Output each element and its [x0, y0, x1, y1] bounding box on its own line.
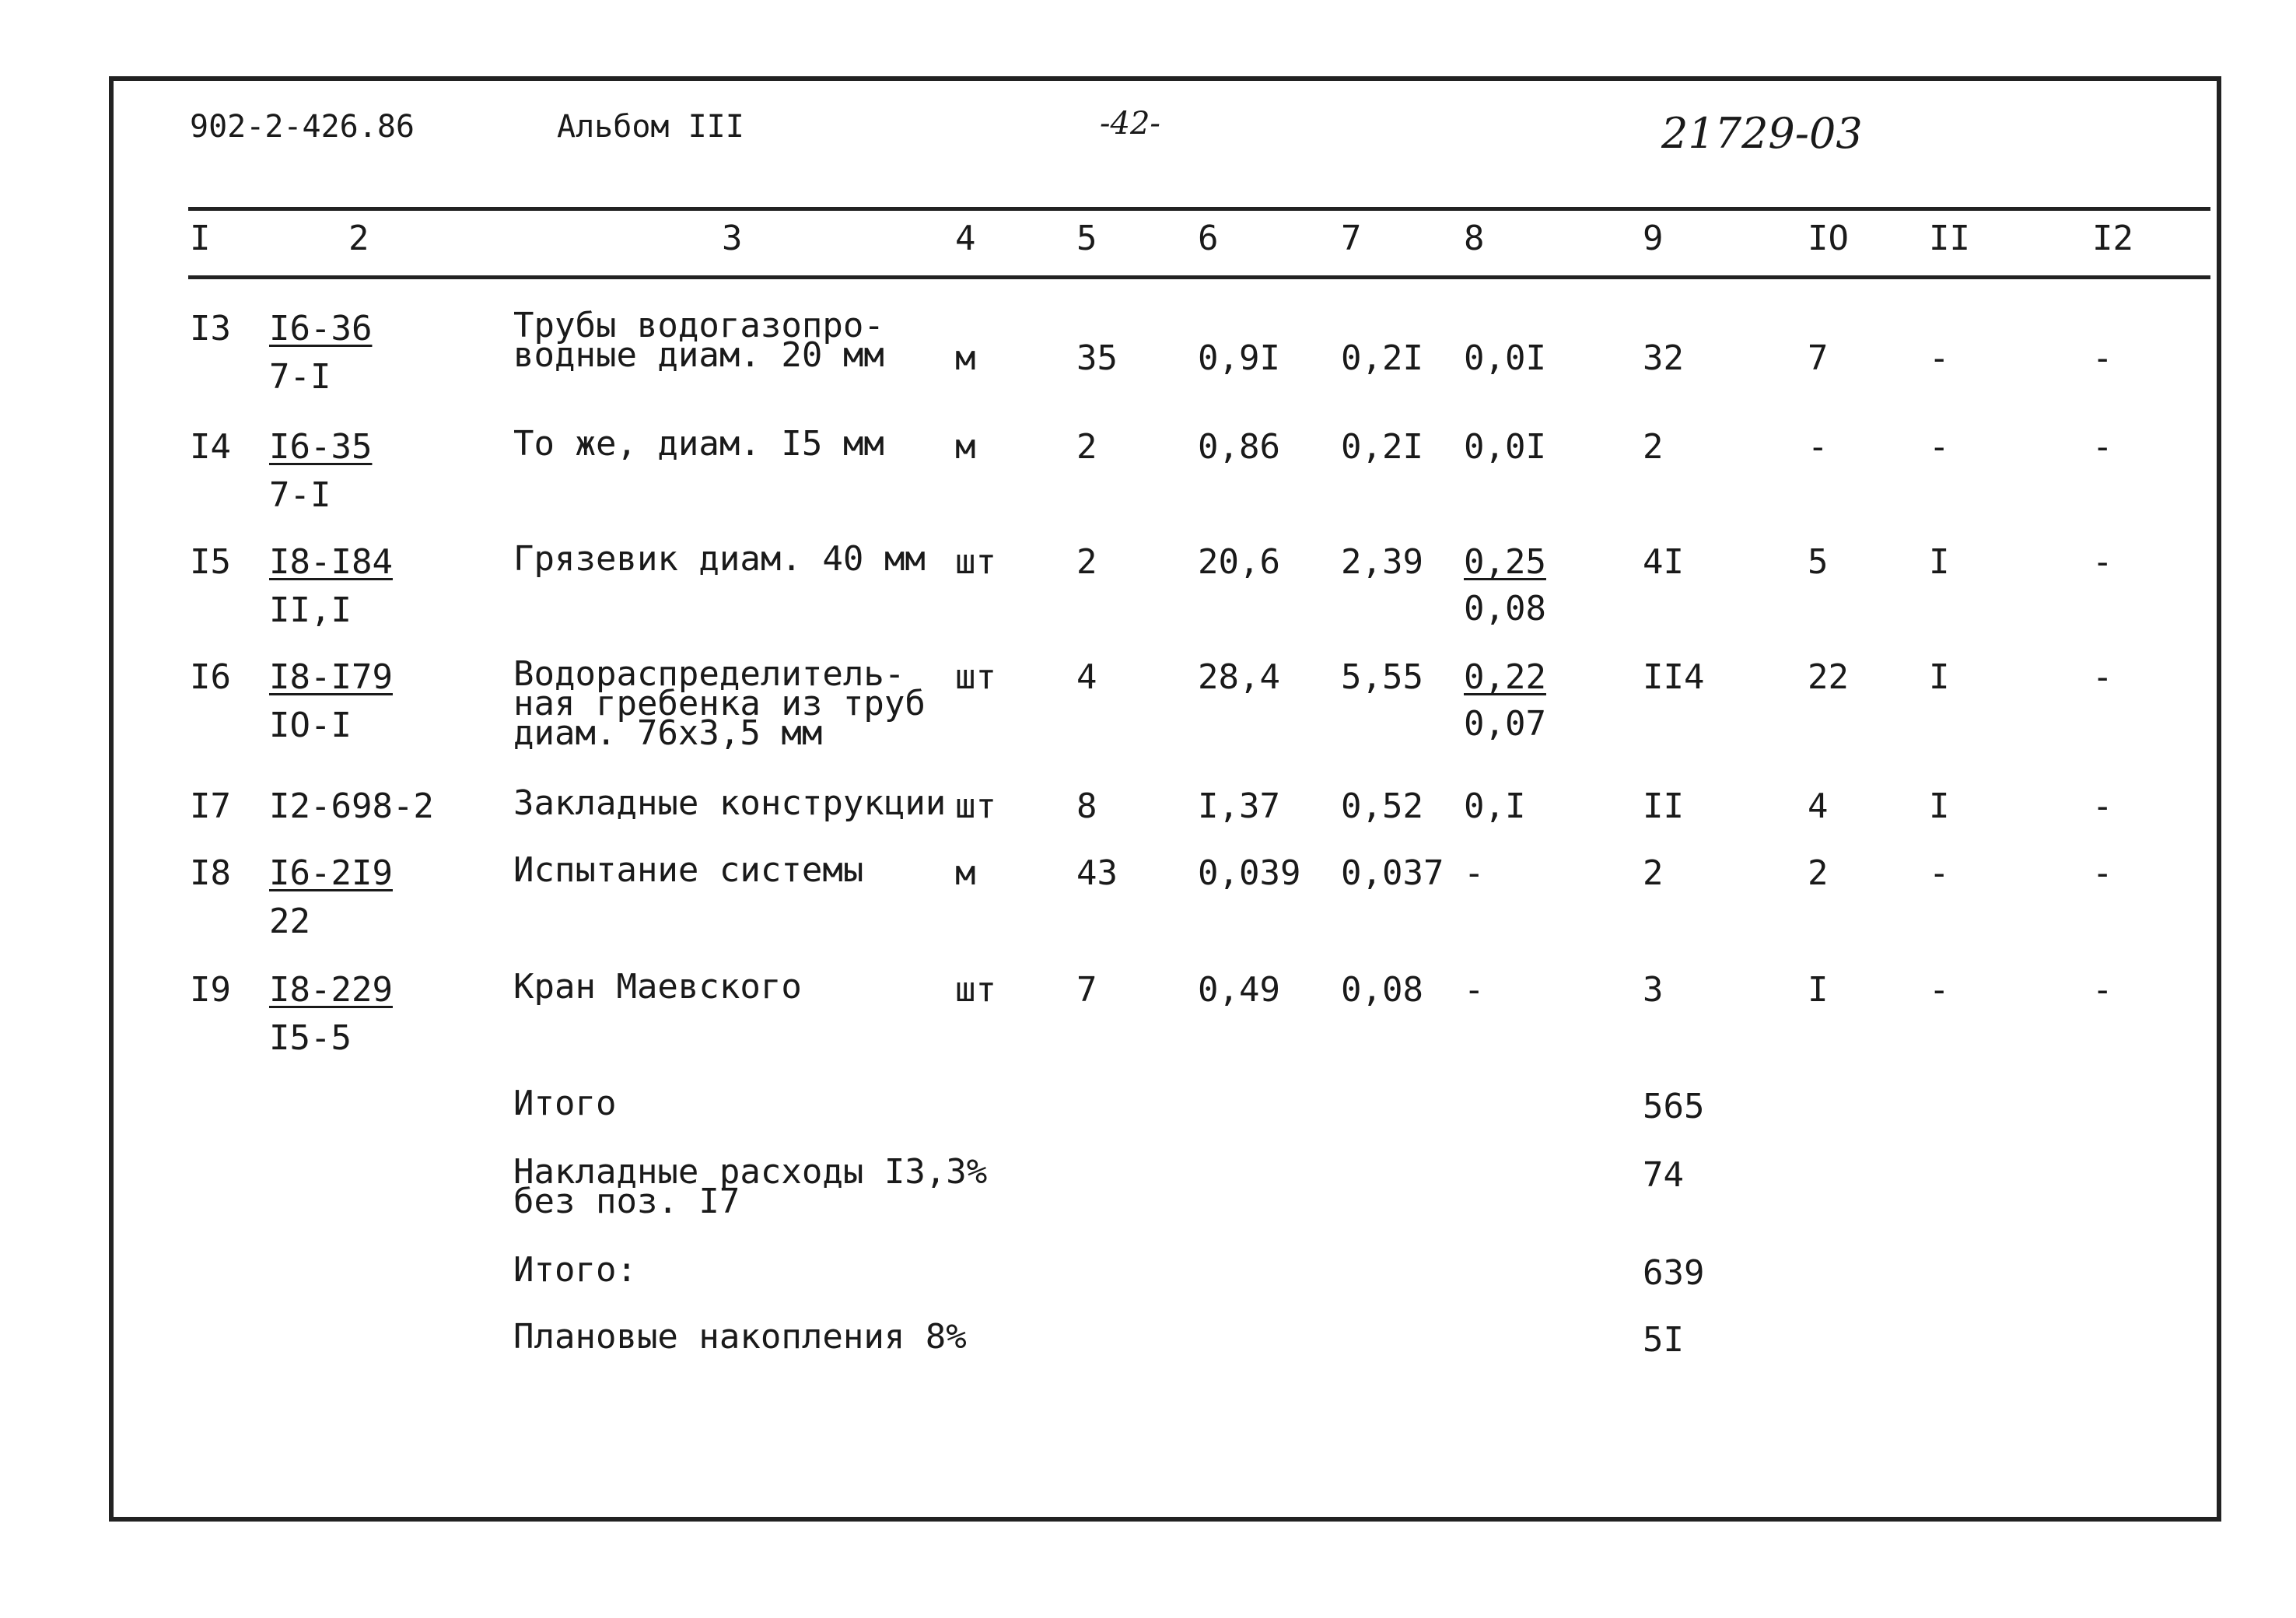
inventory-number: 21729-03: [1661, 109, 1863, 158]
page-number: -42-: [1100, 106, 1160, 142]
col-8-value: 0,25: [1464, 542, 1546, 582]
norm-code-sub: IO-I: [269, 706, 352, 745]
col-8-value: 0,22: [1464, 657, 1546, 697]
col-10-value: I: [1808, 970, 1829, 1010]
total-value: 74: [1643, 1155, 1684, 1195]
column-number: 5: [1076, 219, 1097, 258]
col-11-value: -: [1929, 427, 1950, 467]
col-10-value: 7: [1808, 338, 1829, 378]
col-12-value: -: [2092, 657, 2113, 697]
row-description: водные диам. 20 мм: [513, 335, 884, 375]
col-5-value: 7: [1076, 970, 1097, 1010]
total-value: 5I: [1643, 1320, 1684, 1360]
norm-code: I6-36: [269, 309, 373, 348]
total-label: Итого:: [513, 1250, 637, 1290]
col-7-value: 0,52: [1341, 786, 1423, 826]
total-label: Плановые накопления 8%: [513, 1317, 967, 1357]
column-number: I2: [2092, 219, 2133, 258]
col-5-value: 43: [1076, 853, 1118, 893]
unit: шт: [955, 786, 996, 826]
col-11-value: I: [1929, 786, 1950, 826]
column-number: 2: [348, 219, 369, 258]
column-number: IO: [1808, 219, 1849, 258]
row-description: Грязевик диам. 40 мм: [513, 539, 926, 579]
col-8-value: 0,0I: [1464, 427, 1546, 467]
col-10-value: 4: [1808, 786, 1829, 826]
unit: м: [955, 853, 976, 893]
column-number: II: [1929, 219, 1970, 258]
col-5-value: 35: [1076, 338, 1118, 378]
norm-code: I6-2I9: [269, 853, 393, 893]
col-8-value: -: [1464, 853, 1485, 893]
col-8-value: 0,0I: [1464, 338, 1546, 378]
col-6-value: 0,49: [1198, 970, 1280, 1010]
row-number: I7: [190, 786, 231, 826]
col-12-value: -: [2092, 338, 2113, 378]
col-6-value: I,37: [1198, 786, 1280, 826]
column-number: 4: [955, 219, 976, 258]
col-10-value: 22: [1808, 657, 1849, 697]
norm-code-sub: 7-I: [269, 475, 331, 515]
col-12-value: -: [2092, 786, 2113, 826]
col-12-value: -: [2092, 853, 2113, 893]
total-label: Итого: [513, 1084, 617, 1123]
col-12-value: -: [2092, 542, 2113, 582]
col-11-value: -: [1929, 970, 1950, 1010]
row-number: I4: [190, 427, 231, 467]
norm-code: I8-I79: [269, 657, 393, 697]
col-9-value: 3: [1643, 970, 1664, 1010]
norm-code-sub: 22: [269, 902, 310, 941]
norm-code-sub: I5-5: [269, 1018, 352, 1058]
column-number: 7: [1341, 219, 1362, 258]
total-value: 565: [1643, 1087, 1705, 1126]
col-9-value: 4I: [1643, 542, 1684, 582]
total-label: Накладные расходы I3,3%: [513, 1152, 988, 1192]
unit: м: [955, 427, 976, 467]
row-description: Испытание системы: [513, 850, 864, 890]
row-description: диам. 76х3,5 мм: [513, 713, 823, 753]
unit: шт: [955, 970, 996, 1010]
col-10-value: -: [1808, 427, 1829, 467]
col-9-value: 32: [1643, 338, 1684, 378]
header-rule-bottom: [188, 275, 2210, 279]
unit: шт: [955, 657, 996, 697]
total-label: без поз. I7: [513, 1182, 740, 1221]
col-12-value: -: [2092, 427, 2113, 467]
row-number: I9: [190, 970, 231, 1010]
col-6-value: 0,039: [1198, 853, 1301, 893]
norm-code: I2-698-2: [269, 786, 434, 826]
col-9-value: 2: [1643, 853, 1664, 893]
norm-code-sub: II,I: [269, 590, 352, 630]
col-8-value: 0,08: [1464, 589, 1546, 629]
row-number: I5: [190, 542, 231, 582]
header-rule-top: [188, 207, 2210, 211]
col-5-value: 2: [1076, 427, 1097, 467]
row-description: Кран Маевского: [513, 967, 802, 1007]
col-7-value: 5,55: [1341, 657, 1423, 697]
col-6-value: 20,6: [1198, 542, 1280, 582]
row-description: Водораспределитель-: [513, 654, 905, 694]
col-9-value: II: [1643, 786, 1684, 826]
row-description: ная гребенка из труб: [513, 684, 926, 723]
col-6-value: 0,86: [1198, 427, 1280, 467]
unit: м: [955, 338, 976, 378]
unit: шт: [955, 542, 996, 582]
row-number: I3: [190, 309, 231, 348]
norm-code: I8-229: [269, 970, 393, 1010]
col-11-value: I: [1929, 657, 1950, 697]
column-number: 9: [1643, 219, 1664, 258]
row-number: I8: [190, 853, 231, 893]
col-5-value: 4: [1076, 657, 1097, 697]
column-number: 3: [722, 219, 743, 258]
col-11-value: -: [1929, 853, 1950, 893]
doc-code: 902-2-426.86: [190, 109, 415, 145]
col-10-value: 2: [1808, 853, 1829, 893]
row-number: I6: [190, 657, 231, 697]
col-5-value: 8: [1076, 786, 1097, 826]
row-description: То же, диам. I5 мм: [513, 424, 884, 464]
col-7-value: 0,2I: [1341, 427, 1423, 467]
album-label: Альбом III: [557, 109, 744, 145]
row-description: Трубы водогазопро-: [513, 306, 884, 345]
column-number: 6: [1198, 219, 1219, 258]
col-7-value: 0,08: [1341, 970, 1423, 1010]
col-10-value: 5: [1808, 542, 1829, 582]
col-7-value: 2,39: [1341, 542, 1423, 582]
col-8-value: -: [1464, 970, 1485, 1010]
col-8-value: 0,07: [1464, 704, 1546, 744]
col-12-value: -: [2092, 970, 2113, 1010]
col-5-value: 2: [1076, 542, 1097, 582]
col-11-value: I: [1929, 542, 1950, 582]
col-6-value: 28,4: [1198, 657, 1280, 697]
norm-code-sub: 7-I: [269, 357, 331, 397]
col-7-value: 0,2I: [1341, 338, 1423, 378]
column-number: 8: [1464, 219, 1485, 258]
total-value: 639: [1643, 1253, 1705, 1293]
col-6-value: 0,9I: [1198, 338, 1280, 378]
col-9-value: II4: [1643, 657, 1705, 697]
norm-code: I6-35: [269, 427, 373, 467]
row-description: Закладные конструкции: [513, 783, 947, 823]
col-8-value: 0,I: [1464, 786, 1526, 826]
column-number: I: [190, 219, 211, 258]
col-11-value: -: [1929, 338, 1950, 378]
norm-code: I8-I84: [269, 542, 393, 582]
col-7-value: 0,037: [1341, 853, 1444, 893]
col-9-value: 2: [1643, 427, 1664, 467]
